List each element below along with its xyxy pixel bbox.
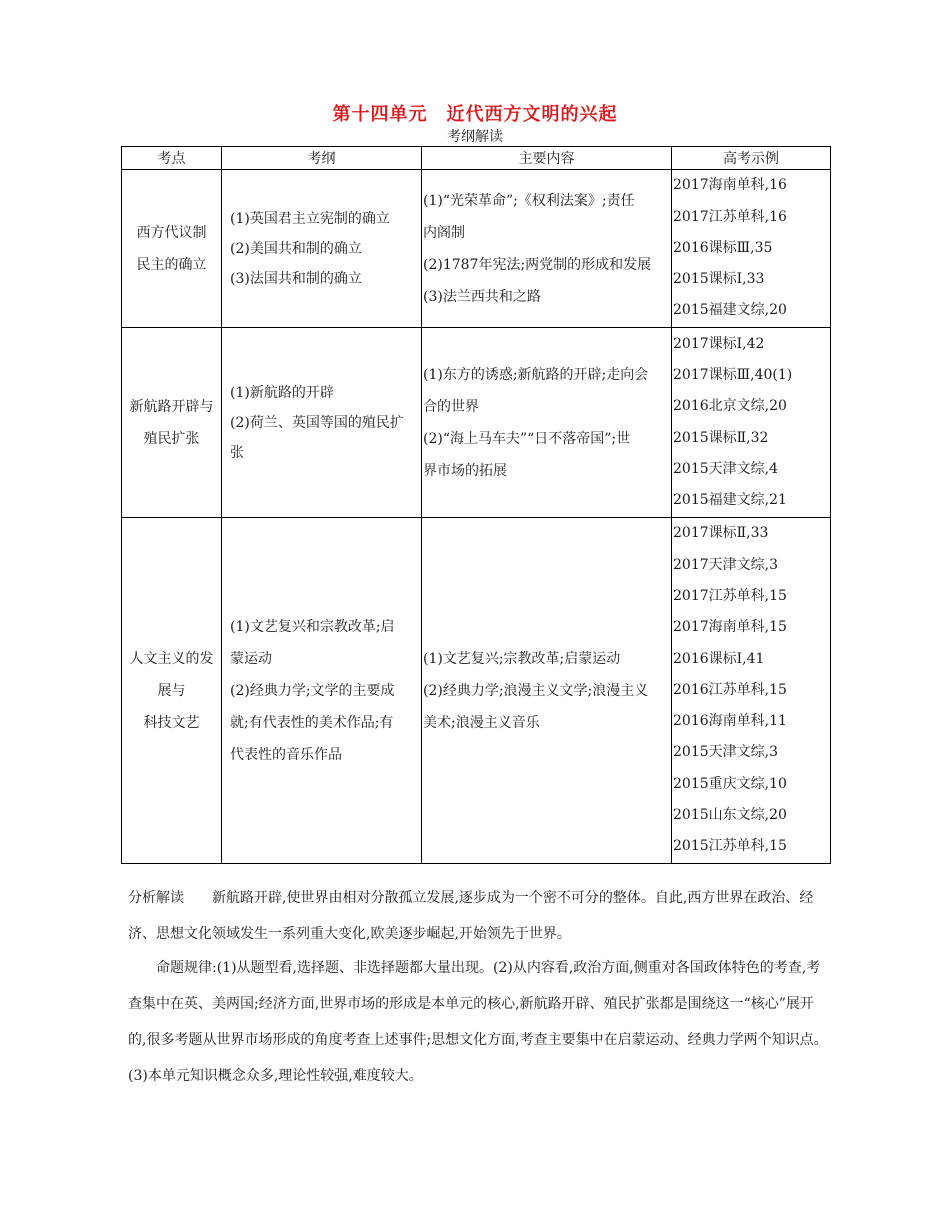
table-row — [122, 170, 831, 328]
text-line: 展与 — [157, 682, 186, 699]
cell-point — [122, 170, 222, 328]
text-line: 2016课标Ⅲ,35 — [673, 239, 773, 256]
text-line: 新航路开辟与 — [129, 398, 214, 415]
text-line: 就;有代表性的美术作品;有 — [230, 714, 394, 731]
text-line: (1)“光荣革命”;《权利法案》;责任 — [423, 192, 635, 209]
analysis-label: 分析解读 — [128, 890, 184, 906]
table-row — [122, 518, 831, 864]
text-line: 2016北京文综,20 — [673, 398, 787, 415]
text-line: 2017江苏单科,15 — [673, 587, 787, 604]
header-outline: 考纲 — [222, 147, 422, 170]
text-line: 科技文艺 — [143, 714, 200, 731]
table-header-row — [122, 147, 831, 170]
text-line: 2016课标Ⅰ,41 — [673, 650, 765, 667]
text-line: 2017课标Ⅱ,33 — [673, 525, 769, 542]
page-subtitle: 考纲解读 — [447, 129, 503, 145]
text-line: (1)文艺复兴和宗教改革;启 — [230, 618, 395, 635]
cell-outline — [222, 518, 422, 864]
page-title: 第十四单元 近代西方文明的兴起 — [332, 104, 618, 125]
text-line: 2017课标Ⅰ,42 — [673, 335, 765, 352]
cell-content — [422, 170, 672, 328]
text-line: 2015重庆文综,10 — [673, 775, 787, 792]
cell-examples — [672, 170, 831, 328]
text-line: (1)东方的诱惑;新航路的开辟;走向会 — [423, 366, 649, 383]
text-line: (2)荷兰、英国等国的殖民扩 — [230, 414, 404, 431]
text-line: (2)1787年宪法;两党制的形成和发展 — [423, 256, 652, 273]
text-line: 2015课标Ⅰ,33 — [673, 271, 765, 288]
cell-point — [122, 328, 222, 518]
cell-content — [422, 518, 672, 864]
text-line: 张 — [230, 444, 244, 461]
header-examples: 高考示例 — [672, 147, 831, 170]
text-line: 人文主义的发 — [129, 650, 214, 667]
text-line: 2015天津文综,4 — [673, 460, 778, 477]
text-line: 2017天津文综,3 — [673, 556, 778, 573]
cell-examples — [672, 518, 831, 864]
header-content: 主要内容 — [422, 147, 672, 170]
text-line: 2016海南单科,11 — [673, 713, 787, 730]
cell-content — [422, 328, 672, 518]
text-line: 2017课标Ⅲ,40(1) — [673, 366, 793, 383]
text-line: (2)经典力学;浪漫主义文学;浪漫主义 — [423, 682, 649, 699]
text-line: (1)新航路的开辟 — [230, 384, 334, 401]
text-line: 2015天津文综,3 — [673, 744, 778, 761]
text-line: 合的世界 — [423, 398, 479, 415]
text-line: (1)英国君主立宪制的确立 — [230, 210, 390, 227]
cell-outline — [222, 170, 422, 328]
text-line: 2015山东文综,20 — [673, 807, 787, 824]
text-line: 2015福建文综,21 — [673, 492, 787, 509]
text-line: 殖民扩张 — [143, 430, 200, 447]
syllabus-table — [121, 146, 831, 864]
text-line: (2)经典力学;文学的主要成 — [230, 682, 395, 699]
cell-examples — [672, 328, 831, 518]
text-line: 西方代议制 — [136, 224, 207, 241]
text-line: 界市场的拓展 — [423, 462, 507, 479]
text-line: 2015课标Ⅱ,32 — [673, 429, 769, 446]
cell-point — [122, 518, 222, 864]
table-row — [122, 328, 831, 518]
text-line: (3)法兰西共和之路 — [423, 288, 541, 305]
header-point: 考点 — [122, 147, 222, 170]
text-line: 2015福建文综,20 — [673, 302, 787, 319]
text-line: 美术;浪漫主义音乐 — [423, 714, 540, 731]
text-line: (2)美国共和制的确立 — [230, 240, 362, 257]
text-line: 2016江苏单科,15 — [673, 681, 787, 698]
text-line: 2015江苏单科,15 — [673, 838, 787, 855]
analysis-paragraph — [128, 880, 828, 952]
text-line: 2017江苏单科,16 — [673, 208, 787, 225]
text-line: 蒙运动 — [230, 650, 272, 667]
text-line: 2017海南单科,16 — [673, 177, 787, 194]
text-line: 民主的确立 — [136, 256, 207, 273]
text-line: 代表性的音乐作品 — [230, 746, 342, 763]
cell-outline — [222, 328, 422, 518]
text-line: (3)法国共和制的确立 — [230, 270, 362, 287]
rules-paragraph: 命题规律:(1)从题型看,选择题、非选择题都大量出现。(2)从内容看,政治方面,侧重对各国政体特色的考查,考查集中在英、美两国;经济方面,世界市场的形成是本单元的核心,新航路开辟、殖民扩张都是围绕这一“核心”展开的,很多考题从世界市场形成的角度考查上述事件;思想文化方面,考查主要集中在启蒙运动、经典力学两个知识点。(3)本单元知识概念众多,理论性较强,难度较大。 — [128, 960, 828, 1084]
text-line: (2)“海上马车夫”“日不落帝国”;世 — [423, 430, 631, 447]
analysis-text: 新航路开辟,使世界由相对分散孤立发展,逐步成为一个密不可分的整体。自此,西方世界在政治、经济、思想文化领域发生一系列重大变化,欧美逐步崛起,开始领先于世界。 — [128, 890, 814, 942]
text-line: 2017海南单科,15 — [673, 619, 787, 636]
text-line: (1)文艺复兴;宗教改革;启蒙运动 — [423, 650, 621, 667]
text-line: 内阁制 — [423, 224, 465, 241]
